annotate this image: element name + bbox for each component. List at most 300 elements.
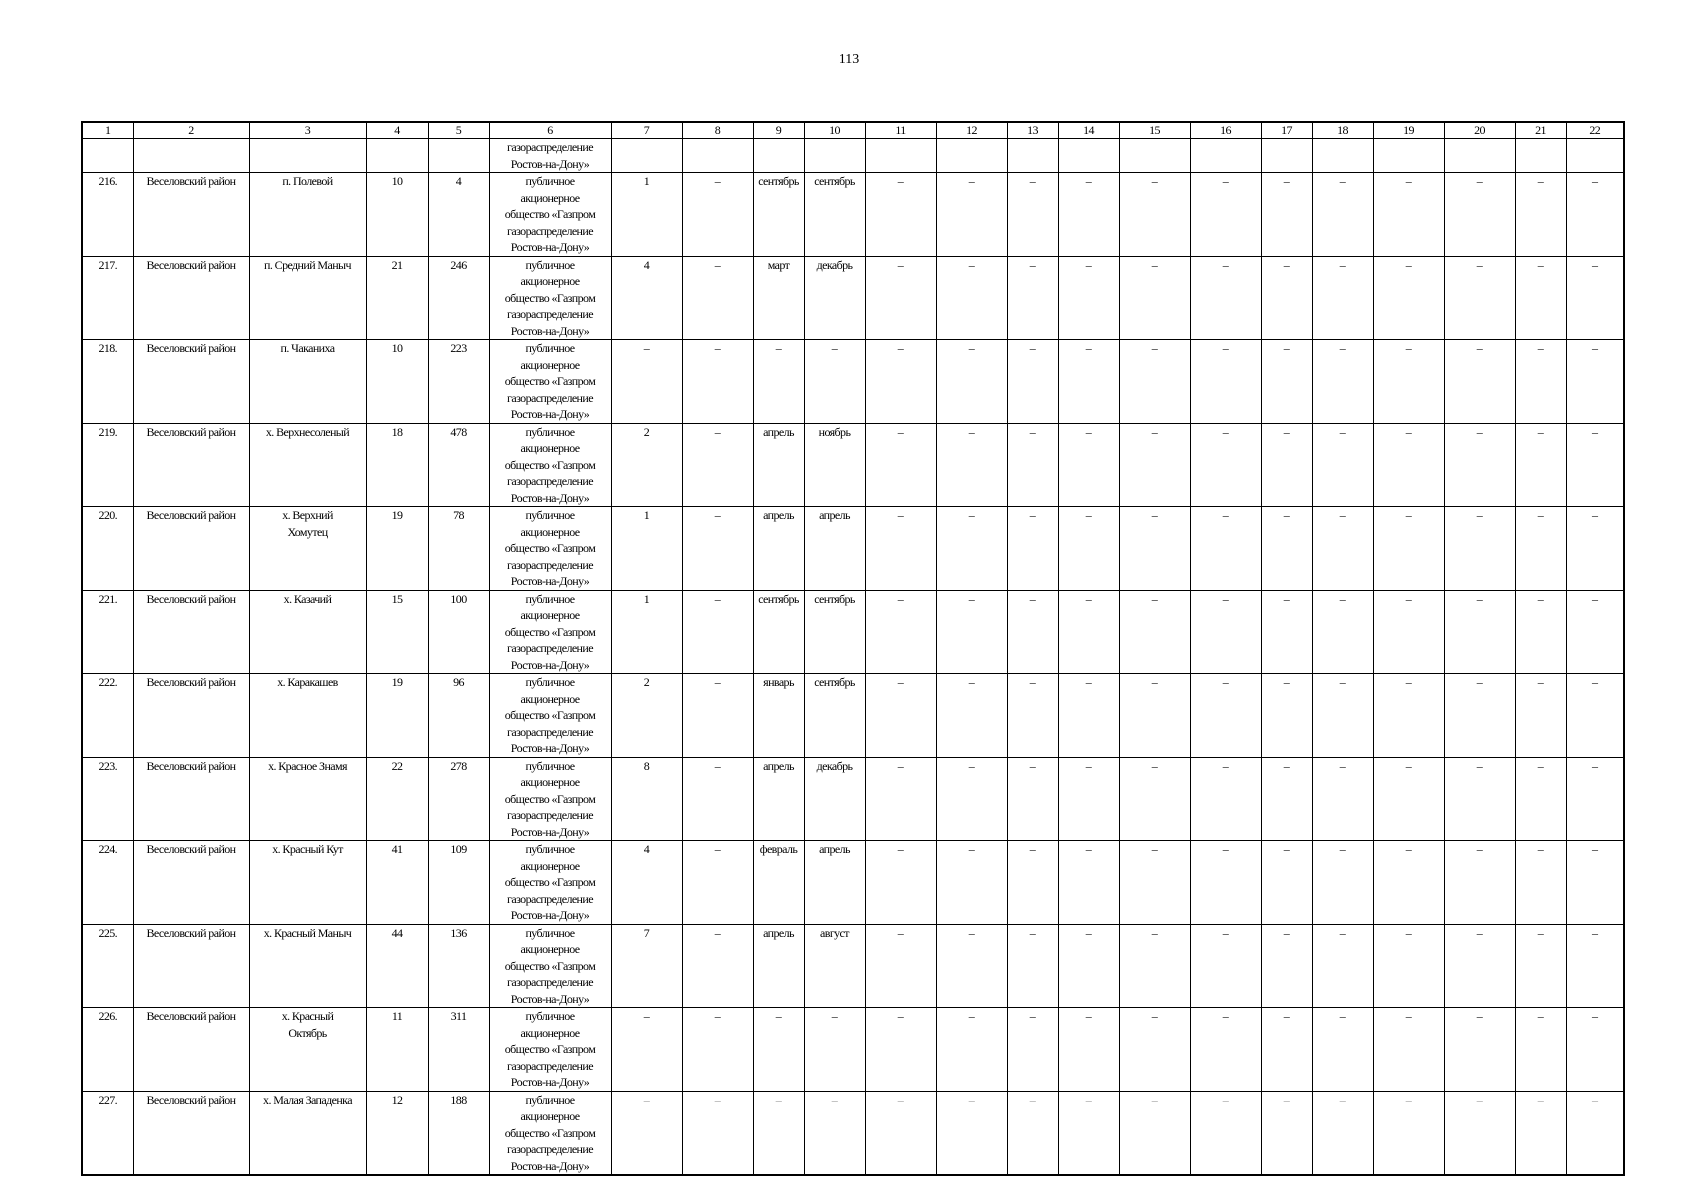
col20-cell: – bbox=[1444, 590, 1515, 674]
col12-cell: – bbox=[936, 256, 1007, 340]
row-number-cell: 220. bbox=[82, 507, 133, 591]
end-month-cell: август bbox=[804, 924, 865, 1008]
empty-cell bbox=[1566, 139, 1624, 173]
column-number-row bbox=[82, 122, 1624, 139]
district-cell: Веселовский район bbox=[133, 340, 249, 424]
operator-cell: публичное акционерное общество «Газпром газораспределение Ростов-на-Дону» bbox=[489, 674, 611, 758]
col8-cell: – bbox=[682, 1091, 753, 1175]
empty-cell bbox=[1190, 139, 1261, 173]
empty-cell bbox=[82, 139, 133, 173]
col7-cell: 8 bbox=[611, 757, 682, 841]
column-number-header: 17 bbox=[1261, 122, 1312, 139]
empty-cell bbox=[249, 139, 366, 173]
locality-cell: п. Чаканиха bbox=[249, 340, 366, 424]
col11-cell: – bbox=[865, 1008, 936, 1092]
district-cell: Веселовский район bbox=[133, 1008, 249, 1092]
operator-cell: публичное акционерное общество «Газпром газораспределение Ростов-на-Дону» bbox=[489, 1091, 611, 1175]
col11-cell: – bbox=[865, 674, 936, 758]
col15-cell: – bbox=[1119, 1008, 1190, 1092]
operator-cell: публичное акционерное общество «Газпром газораспределение Ростов-на-Дону» bbox=[489, 757, 611, 841]
col18-cell: – bbox=[1312, 423, 1373, 507]
empty-cell bbox=[753, 139, 804, 173]
col16-cell: – bbox=[1190, 841, 1261, 925]
col14-cell: – bbox=[1058, 423, 1119, 507]
col4-cell: 10 bbox=[366, 340, 428, 424]
col13-cell: – bbox=[1007, 590, 1058, 674]
col21-cell: – bbox=[1515, 423, 1566, 507]
col12-cell: – bbox=[936, 173, 1007, 257]
row-number-cell: 223. bbox=[82, 757, 133, 841]
district-cell: Веселовский район bbox=[133, 507, 249, 591]
col16-cell: – bbox=[1190, 423, 1261, 507]
col18-cell: – bbox=[1312, 674, 1373, 758]
data-table bbox=[81, 121, 1625, 1176]
col4-cell: 18 bbox=[366, 423, 428, 507]
column-number-header: 3 bbox=[249, 122, 366, 139]
col19-cell: – bbox=[1373, 340, 1444, 424]
col4-cell: 44 bbox=[366, 924, 428, 1008]
col5-cell: 109 bbox=[428, 841, 489, 925]
end-month-cell: апрель bbox=[804, 507, 865, 591]
col17-cell: – bbox=[1261, 256, 1312, 340]
district-cell: Веселовский район bbox=[133, 173, 249, 257]
col5-cell: 188 bbox=[428, 1091, 489, 1175]
col13-cell: – bbox=[1007, 674, 1058, 758]
col19-cell: – bbox=[1373, 1008, 1444, 1092]
start-month-cell: сентябрь bbox=[753, 173, 804, 257]
col22-cell: – bbox=[1566, 924, 1624, 1008]
start-month-cell: январь bbox=[753, 674, 804, 758]
col21-cell: – bbox=[1515, 841, 1566, 925]
col16-cell: – bbox=[1190, 674, 1261, 758]
col16-cell: – bbox=[1190, 507, 1261, 591]
district-cell: Веселовский район bbox=[133, 590, 249, 674]
column-number-header: 11 bbox=[865, 122, 936, 139]
col17-cell: – bbox=[1261, 173, 1312, 257]
col13-cell: – bbox=[1007, 1091, 1058, 1175]
end-month-cell: декабрь bbox=[804, 757, 865, 841]
col11-cell: – bbox=[865, 256, 936, 340]
col7-cell: 7 bbox=[611, 924, 682, 1008]
operator-cell: публичное акционерное общество «Газпром газораспределение Ростов-на-Дону» bbox=[489, 841, 611, 925]
col22-cell: – bbox=[1566, 1008, 1624, 1092]
locality-cell: х. Красный Кут bbox=[249, 841, 366, 925]
empty-cell bbox=[1261, 139, 1312, 173]
district-cell: Веселовский район bbox=[133, 924, 249, 1008]
locality-cell: х. Верхний Хомутец bbox=[249, 507, 366, 591]
col16-cell: – bbox=[1190, 173, 1261, 257]
row-number-cell: 225. bbox=[82, 924, 133, 1008]
col5-cell: 78 bbox=[428, 507, 489, 591]
col17-cell: – bbox=[1261, 674, 1312, 758]
locality-cell: х. Красное Знамя bbox=[249, 757, 366, 841]
district-cell: Веселовский район bbox=[133, 256, 249, 340]
col15-cell: – bbox=[1119, 674, 1190, 758]
district-cell: Веселовский район bbox=[133, 757, 249, 841]
empty-cell bbox=[1515, 139, 1566, 173]
column-number-header: 8 bbox=[682, 122, 753, 139]
locality-cell: х. Каракашев bbox=[249, 674, 366, 758]
col17-cell: – bbox=[1261, 423, 1312, 507]
col18-cell: – bbox=[1312, 340, 1373, 424]
col15-cell: – bbox=[1119, 340, 1190, 424]
col5-cell: 246 bbox=[428, 256, 489, 340]
col13-cell: – bbox=[1007, 757, 1058, 841]
table-row bbox=[82, 340, 1624, 424]
col4-cell: 12 bbox=[366, 1091, 428, 1175]
operator-cell: газораспределение Ростов-на-Дону» bbox=[489, 139, 611, 173]
col5-cell: 278 bbox=[428, 757, 489, 841]
col8-cell: – bbox=[682, 674, 753, 758]
col4-cell: 19 bbox=[366, 507, 428, 591]
col4-cell: 21 bbox=[366, 256, 428, 340]
col16-cell: – bbox=[1190, 590, 1261, 674]
col17-cell: – bbox=[1261, 590, 1312, 674]
start-month-cell: апрель bbox=[753, 507, 804, 591]
col22-cell: – bbox=[1566, 1091, 1624, 1175]
col4-cell: 41 bbox=[366, 841, 428, 925]
empty-cell bbox=[865, 139, 936, 173]
column-number-header: 22 bbox=[1566, 122, 1624, 139]
column-number-header: 7 bbox=[611, 122, 682, 139]
operator-cell: публичное акционерное общество «Газпром газораспределение Ростов-на-Дону» bbox=[489, 340, 611, 424]
table-body bbox=[82, 139, 1624, 1176]
col12-cell: – bbox=[936, 674, 1007, 758]
column-number-header: 6 bbox=[489, 122, 611, 139]
col12-cell: – bbox=[936, 590, 1007, 674]
operator-cell: публичное акционерное общество «Газпром газораспределение Ростов-на-Дону» bbox=[489, 924, 611, 1008]
empty-cell bbox=[133, 139, 249, 173]
col8-cell: – bbox=[682, 590, 753, 674]
continuation-row bbox=[82, 139, 1624, 173]
col20-cell: – bbox=[1444, 507, 1515, 591]
col12-cell: – bbox=[936, 1008, 1007, 1092]
col21-cell: – bbox=[1515, 674, 1566, 758]
col19-cell: – bbox=[1373, 507, 1444, 591]
col17-cell: – bbox=[1261, 757, 1312, 841]
start-month-cell: – bbox=[753, 340, 804, 424]
col7-cell: – bbox=[611, 1091, 682, 1175]
start-month-cell: апрель bbox=[753, 423, 804, 507]
col18-cell: – bbox=[1312, 924, 1373, 1008]
col22-cell: – bbox=[1566, 507, 1624, 591]
col18-cell: – bbox=[1312, 1008, 1373, 1092]
col8-cell: – bbox=[682, 507, 753, 591]
empty-cell bbox=[804, 139, 865, 173]
col16-cell: – bbox=[1190, 340, 1261, 424]
col5-cell: 4 bbox=[428, 173, 489, 257]
col8-cell: – bbox=[682, 173, 753, 257]
col14-cell: – bbox=[1058, 674, 1119, 758]
col12-cell: – bbox=[936, 340, 1007, 424]
column-number-header: 1 bbox=[82, 122, 133, 139]
row-number-cell: 227. bbox=[82, 1091, 133, 1175]
table-row bbox=[82, 841, 1624, 925]
col12-cell: – bbox=[936, 841, 1007, 925]
col11-cell: – bbox=[865, 1091, 936, 1175]
col21-cell: – bbox=[1515, 1091, 1566, 1175]
col20-cell: – bbox=[1444, 1091, 1515, 1175]
row-number-cell: 222. bbox=[82, 674, 133, 758]
col5-cell: 96 bbox=[428, 674, 489, 758]
col13-cell: – bbox=[1007, 256, 1058, 340]
col14-cell: – bbox=[1058, 1091, 1119, 1175]
col20-cell: – bbox=[1444, 173, 1515, 257]
col17-cell: – bbox=[1261, 340, 1312, 424]
start-month-cell: февраль bbox=[753, 841, 804, 925]
col12-cell: – bbox=[936, 507, 1007, 591]
col18-cell: – bbox=[1312, 507, 1373, 591]
table-row bbox=[82, 590, 1624, 674]
col8-cell: – bbox=[682, 841, 753, 925]
col4-cell: 11 bbox=[366, 1008, 428, 1092]
empty-cell bbox=[611, 139, 682, 173]
col13-cell: – bbox=[1007, 173, 1058, 257]
empty-cell bbox=[428, 139, 489, 173]
col7-cell: 1 bbox=[611, 590, 682, 674]
col21-cell: – bbox=[1515, 173, 1566, 257]
column-number-header: 5 bbox=[428, 122, 489, 139]
district-cell: Веселовский район bbox=[133, 1091, 249, 1175]
col19-cell: – bbox=[1373, 256, 1444, 340]
col15-cell: – bbox=[1119, 173, 1190, 257]
col16-cell: – bbox=[1190, 1008, 1261, 1092]
col5-cell: 100 bbox=[428, 590, 489, 674]
locality-cell: х. Верхнесоленый bbox=[249, 423, 366, 507]
col21-cell: – bbox=[1515, 924, 1566, 1008]
col15-cell: – bbox=[1119, 757, 1190, 841]
table-row bbox=[82, 173, 1624, 257]
row-number-cell: 216. bbox=[82, 173, 133, 257]
row-number-cell: 224. bbox=[82, 841, 133, 925]
col11-cell: – bbox=[865, 757, 936, 841]
col19-cell: – bbox=[1373, 1091, 1444, 1175]
col16-cell: – bbox=[1190, 757, 1261, 841]
operator-cell: публичное акционерное общество «Газпром газораспределение Ростов-на-Дону» bbox=[489, 1008, 611, 1092]
col19-cell: – bbox=[1373, 924, 1444, 1008]
column-number-header: 10 bbox=[804, 122, 865, 139]
col7-cell: 2 bbox=[611, 674, 682, 758]
row-number-cell: 217. bbox=[82, 256, 133, 340]
col13-cell: – bbox=[1007, 340, 1058, 424]
col11-cell: – bbox=[865, 507, 936, 591]
page-number: 113 bbox=[838, 52, 860, 67]
end-month-cell: апрель bbox=[804, 841, 865, 925]
col21-cell: – bbox=[1515, 340, 1566, 424]
col14-cell: – bbox=[1058, 924, 1119, 1008]
col15-cell: – bbox=[1119, 841, 1190, 925]
column-number-header: 12 bbox=[936, 122, 1007, 139]
col22-cell: – bbox=[1566, 423, 1624, 507]
end-month-cell: – bbox=[804, 340, 865, 424]
col21-cell: – bbox=[1515, 507, 1566, 591]
col14-cell: – bbox=[1058, 757, 1119, 841]
col7-cell: 1 bbox=[611, 507, 682, 591]
col20-cell: – bbox=[1444, 423, 1515, 507]
col15-cell: – bbox=[1119, 590, 1190, 674]
col18-cell: – bbox=[1312, 173, 1373, 257]
col5-cell: 311 bbox=[428, 1008, 489, 1092]
col22-cell: – bbox=[1566, 173, 1624, 257]
col19-cell: – bbox=[1373, 757, 1444, 841]
col18-cell: – bbox=[1312, 256, 1373, 340]
col7-cell: 1 bbox=[611, 173, 682, 257]
col8-cell: – bbox=[682, 423, 753, 507]
col12-cell: – bbox=[936, 924, 1007, 1008]
col11-cell: – bbox=[865, 590, 936, 674]
col21-cell: – bbox=[1515, 590, 1566, 674]
col20-cell: – bbox=[1444, 757, 1515, 841]
col13-cell: – bbox=[1007, 841, 1058, 925]
end-month-cell: – bbox=[804, 1008, 865, 1092]
start-month-cell: сентябрь bbox=[753, 590, 804, 674]
start-month-cell: – bbox=[753, 1091, 804, 1175]
start-month-cell: – bbox=[753, 1008, 804, 1092]
col20-cell: – bbox=[1444, 1008, 1515, 1092]
column-number-header: 19 bbox=[1373, 122, 1444, 139]
district-cell: Веселовский район bbox=[133, 423, 249, 507]
end-month-cell: сентябрь bbox=[804, 590, 865, 674]
column-number-header: 15 bbox=[1119, 122, 1190, 139]
col19-cell: – bbox=[1373, 674, 1444, 758]
col17-cell: – bbox=[1261, 841, 1312, 925]
col5-cell: 478 bbox=[428, 423, 489, 507]
col18-cell: – bbox=[1312, 841, 1373, 925]
col12-cell: – bbox=[936, 1091, 1007, 1175]
col19-cell: – bbox=[1373, 590, 1444, 674]
col19-cell: – bbox=[1373, 173, 1444, 257]
col4-cell: 10 bbox=[366, 173, 428, 257]
col20-cell: – bbox=[1444, 841, 1515, 925]
col12-cell: – bbox=[936, 423, 1007, 507]
column-number-header: 18 bbox=[1312, 122, 1373, 139]
col17-cell: – bbox=[1261, 1091, 1312, 1175]
empty-cell bbox=[366, 139, 428, 173]
col12-cell: – bbox=[936, 757, 1007, 841]
column-number-header: 16 bbox=[1190, 122, 1261, 139]
col15-cell: – bbox=[1119, 507, 1190, 591]
col7-cell: 2 bbox=[611, 423, 682, 507]
col16-cell: – bbox=[1190, 924, 1261, 1008]
col17-cell: – bbox=[1261, 507, 1312, 591]
locality-cell: п. Средний Маныч bbox=[249, 256, 366, 340]
end-month-cell: сентябрь bbox=[804, 674, 865, 758]
empty-cell bbox=[682, 139, 753, 173]
column-number-header: 13 bbox=[1007, 122, 1058, 139]
district-cell: Веселовский район bbox=[133, 841, 249, 925]
col22-cell: – bbox=[1566, 590, 1624, 674]
locality-cell: х. Казачий bbox=[249, 590, 366, 674]
col14-cell: – bbox=[1058, 841, 1119, 925]
col8-cell: – bbox=[682, 340, 753, 424]
col17-cell: – bbox=[1261, 1008, 1312, 1092]
col4-cell: 15 bbox=[366, 590, 428, 674]
col15-cell: – bbox=[1119, 256, 1190, 340]
empty-cell bbox=[1119, 139, 1190, 173]
operator-cell: публичное акционерное общество «Газпром газораспределение Ростов-на-Дону» bbox=[489, 256, 611, 340]
col14-cell: – bbox=[1058, 1008, 1119, 1092]
locality-cell: х. Красный Октябрь bbox=[249, 1008, 366, 1092]
col22-cell: – bbox=[1566, 340, 1624, 424]
column-number-header: 20 bbox=[1444, 122, 1515, 139]
col21-cell: – bbox=[1515, 1008, 1566, 1092]
col15-cell: – bbox=[1119, 924, 1190, 1008]
col8-cell: – bbox=[682, 1008, 753, 1092]
col5-cell: 223 bbox=[428, 340, 489, 424]
end-month-cell: декабрь bbox=[804, 256, 865, 340]
table-row bbox=[82, 423, 1624, 507]
col20-cell: – bbox=[1444, 256, 1515, 340]
start-month-cell: апрель bbox=[753, 924, 804, 1008]
empty-cell bbox=[1373, 139, 1444, 173]
row-number-cell: 221. bbox=[82, 590, 133, 674]
col11-cell: – bbox=[865, 841, 936, 925]
empty-cell bbox=[936, 139, 1007, 173]
col17-cell: – bbox=[1261, 924, 1312, 1008]
end-month-cell: – bbox=[804, 1091, 865, 1175]
col5-cell: 136 bbox=[428, 924, 489, 1008]
table-row bbox=[82, 924, 1624, 1008]
col13-cell: – bbox=[1007, 924, 1058, 1008]
col8-cell: – bbox=[682, 757, 753, 841]
empty-cell bbox=[1444, 139, 1515, 173]
col11-cell: – bbox=[865, 340, 936, 424]
column-number-header: 21 bbox=[1515, 122, 1566, 139]
operator-cell: публичное акционерное общество «Газпром газораспределение Ростов-на-Дону» bbox=[489, 507, 611, 591]
col7-cell: – bbox=[611, 1008, 682, 1092]
table-row bbox=[82, 1008, 1624, 1092]
district-cell: Веселовский район bbox=[133, 674, 249, 758]
end-month-cell: сентябрь bbox=[804, 173, 865, 257]
col4-cell: 22 bbox=[366, 757, 428, 841]
col18-cell: – bbox=[1312, 1091, 1373, 1175]
col8-cell: – bbox=[682, 256, 753, 340]
table-row bbox=[82, 256, 1624, 340]
col13-cell: – bbox=[1007, 423, 1058, 507]
table-row bbox=[82, 507, 1624, 591]
col16-cell: – bbox=[1190, 256, 1261, 340]
locality-cell: х. Малая Западенка bbox=[249, 1091, 366, 1175]
col15-cell: – bbox=[1119, 1091, 1190, 1175]
col22-cell: – bbox=[1566, 674, 1624, 758]
empty-cell bbox=[1058, 139, 1119, 173]
locality-cell: х. Красный Маныч bbox=[249, 924, 366, 1008]
col20-cell: – bbox=[1444, 924, 1515, 1008]
locality-cell: п. Полевой bbox=[249, 173, 366, 257]
col7-cell: 4 bbox=[611, 841, 682, 925]
col14-cell: – bbox=[1058, 507, 1119, 591]
col15-cell: – bbox=[1119, 423, 1190, 507]
col22-cell: – bbox=[1566, 757, 1624, 841]
row-number-cell: 219. bbox=[82, 423, 133, 507]
end-month-cell: ноябрь bbox=[804, 423, 865, 507]
col16-cell: – bbox=[1190, 1091, 1261, 1175]
col19-cell: – bbox=[1373, 423, 1444, 507]
column-number-header: 9 bbox=[753, 122, 804, 139]
empty-cell bbox=[1312, 139, 1373, 173]
col19-cell: – bbox=[1373, 841, 1444, 925]
col20-cell: – bbox=[1444, 340, 1515, 424]
empty-cell bbox=[1007, 139, 1058, 173]
table-row bbox=[82, 757, 1624, 841]
start-month-cell: апрель bbox=[753, 757, 804, 841]
col11-cell: – bbox=[865, 924, 936, 1008]
col21-cell: – bbox=[1515, 757, 1566, 841]
col11-cell: – bbox=[865, 423, 936, 507]
col21-cell: – bbox=[1515, 256, 1566, 340]
row-number-cell: 218. bbox=[82, 340, 133, 424]
col14-cell: – bbox=[1058, 173, 1119, 257]
